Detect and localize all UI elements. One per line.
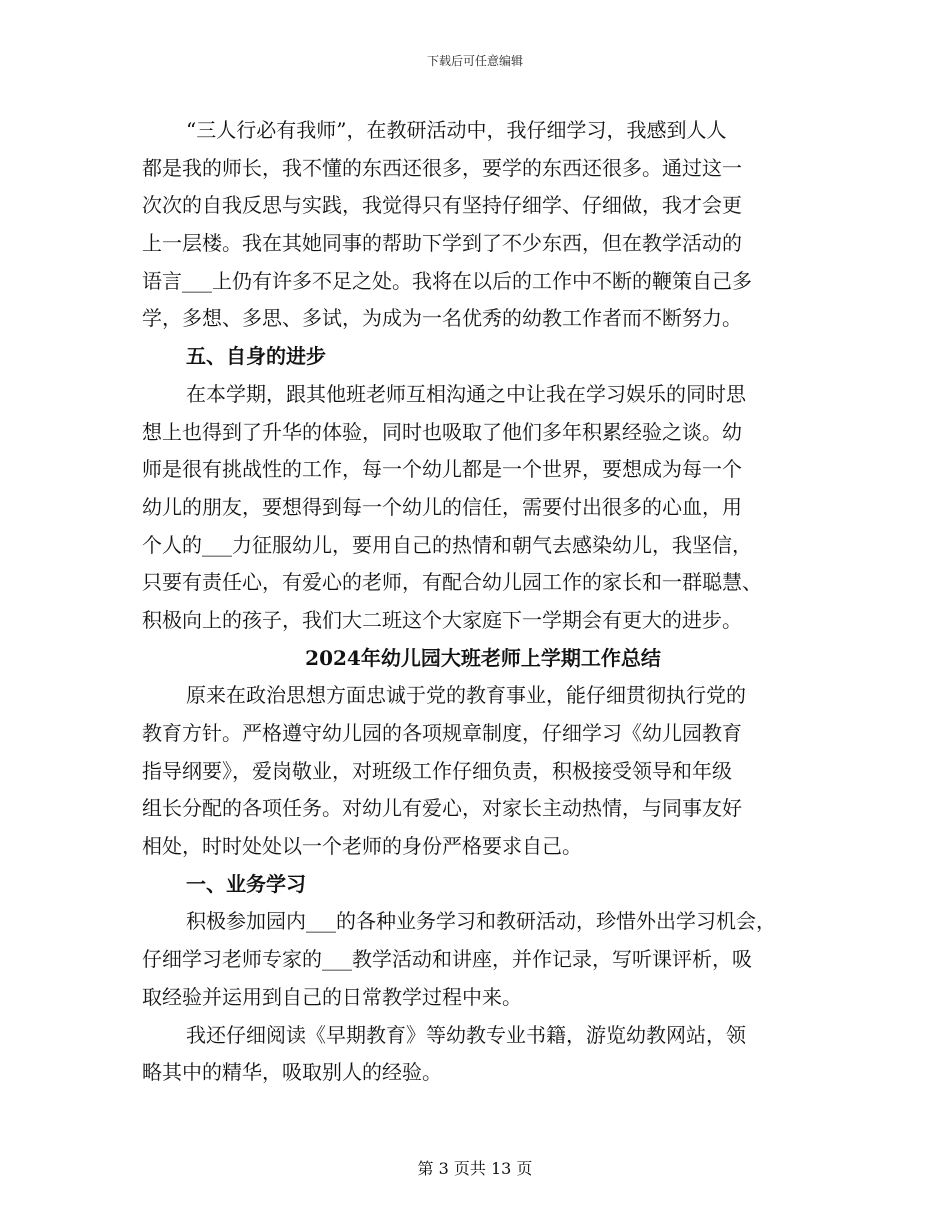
section-heading: 五、自身的进步 <box>186 344 326 369</box>
paragraph-line: 相处，时时处处以一个老师的身份严格要求自己。 <box>142 834 582 859</box>
paragraph-line: 教育方针。严格遵守幼儿园的各项规章制度，仔细学习《幼儿园教育 <box>142 721 742 745</box>
paragraph-line: 略其中的精华，吸取别人的经验。 <box>142 1060 442 1085</box>
paragraph-line: 个人的___力征服幼儿，要用自己的热情和朝气去感染幼儿，我坚信， <box>142 532 752 557</box>
paragraph-line: 组长分配的各项任务。对幼儿有爱心，对家长主动热情，与同事友好 <box>142 796 742 821</box>
paragraph-line: 次次的自我反思与实践，我觉得只有坚持仔细学、仔细做，我才会更 <box>142 193 742 218</box>
paragraph-line: 取经验并运用到自己的日常教学过程中来。 <box>142 984 522 1009</box>
paragraph-line: 在本学期，跟其他班老师互相沟通之中让我在学习娱乐的同时思 <box>186 381 746 406</box>
paragraph-line: 积极向上的孩子，我们大二班这个大家庭下一学期会有更大的进步。 <box>142 607 742 632</box>
paragraph-line: 原来在政治思想方面忠诚于党的教育事业，能仔细贯彻执行党的 <box>186 683 746 708</box>
paragraph-line: 上一层楼。我在其她同事的帮助下学到了不少东西，但在教学活动的 <box>142 231 742 256</box>
paragraph-line: 指导纲要》，爱岗敬业，对班级工作仔细负责，积极接受领导和年级 <box>142 758 732 783</box>
paragraph-line: 都是我的师长，我不懂的东西还很多，要学的东西还很多。通过这一 <box>142 155 742 180</box>
document-body <box>142 112 812 1092</box>
paragraph-line: 学，多想、多思、多试，为成为一名优秀的幼教工作者而不断努力。 <box>142 306 742 331</box>
paragraph-line: 只要有责任心，有爱心的老师，有配合幼儿园工作的家长和一群聪慧、 <box>142 570 762 595</box>
paragraph-line: 幼儿的朋友，要想得到每一个幼儿的信任，需要付出很多的心血，用 <box>142 494 742 519</box>
page-header: 下载后可任意编辑 <box>426 54 523 68</box>
document-title: 2024年幼儿园大班老师上学期工作总结 <box>305 645 661 670</box>
page-footer: 第 3 页共 13 页 <box>417 1159 533 1178</box>
paragraph-line: 语言___上仍有许多不足之处。我将在以后的工作中不断的鞭策自己多 <box>142 268 752 293</box>
paragraph-line: 师是很有挑战性的工作，每一个幼儿都是一个世界，要想成为每一个 <box>142 457 742 482</box>
paragraph-line: 我还仔细阅读《早期教育》等幼教专业书籍，游览幼教网站，领 <box>186 1022 746 1047</box>
paragraph-line: 仔细学习老师专家的___教学活动和讲座，并作记录，写听课评析，吸 <box>142 947 752 972</box>
paragraph-line: 想上也得到了升华的体验，同时也吸取了他们多年积累经验之谈。幼 <box>142 419 742 444</box>
paragraph-line: “三人行必有我师”，在教研活动中，我仔细学习，我感到人人 <box>186 118 727 142</box>
section-heading: 一、业务学习 <box>186 871 306 896</box>
paragraph-line: 积极参加园内___的各种业务学习和教研活动，珍惜外出学习机会， <box>186 909 776 934</box>
